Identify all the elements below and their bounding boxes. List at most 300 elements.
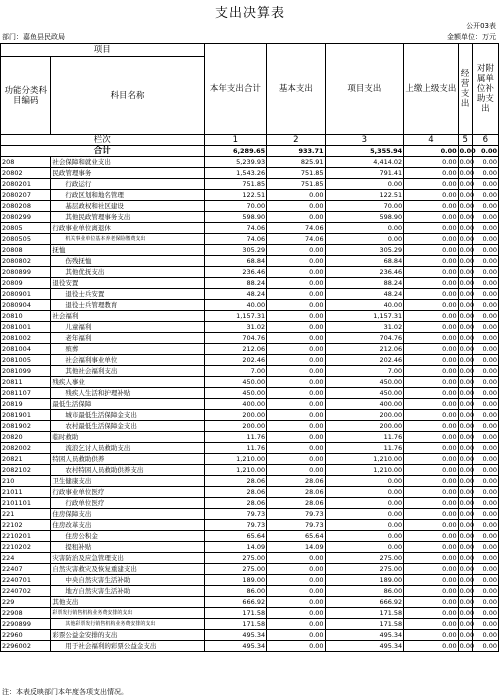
value-cell: 0.00 — [472, 278, 498, 289]
value-cell: 0.00 — [472, 520, 498, 531]
value-cell: 200.00 — [325, 410, 404, 421]
code-cell: 2080899 — [1, 267, 51, 278]
name-cell: 老年福利 — [51, 333, 204, 344]
value-cell: 0.00 — [472, 454, 498, 465]
value-cell: 0.00 — [459, 532, 475, 540]
value-cell: 0.00 — [404, 432, 458, 443]
value-cell: 400.00 — [325, 399, 404, 410]
value-cell: 0.00 — [459, 620, 475, 628]
value-cell: 202.46 — [204, 355, 267, 366]
value-cell: 0.00 — [459, 301, 475, 309]
value-cell: 0.00 — [404, 157, 458, 168]
value-cell: 0.00 — [459, 279, 475, 287]
table-row — [1, 190, 499, 201]
value-cell: 0.00 — [472, 388, 498, 399]
table-row — [1, 608, 499, 619]
value-cell: 0.00 — [267, 564, 325, 575]
value-cell: 0.00 — [267, 322, 325, 333]
code-cell: 2080904 — [1, 300, 51, 311]
code-cell: 22407 — [1, 564, 51, 575]
value-cell: 0.00 — [404, 333, 458, 344]
subsidy-header: 对附属单位补助支出 — [472, 44, 498, 135]
name-cell: 彩票公益金安排的支出 — [51, 630, 204, 641]
value-cell: 0.00 — [325, 234, 404, 245]
value-cell: 0.00 — [472, 245, 498, 256]
value-cell: 0.00 — [267, 443, 325, 454]
name-cell: 民政管理事务 — [51, 168, 204, 179]
name-cell: 行政区划和地名管理 — [51, 190, 204, 201]
value-cell: 0.00 — [472, 366, 498, 377]
value-cell: 79.73 — [204, 520, 267, 531]
table-row — [1, 630, 499, 641]
name-cell: 其他优抚支出 — [51, 267, 204, 278]
code-cell: 22960 — [1, 630, 51, 641]
name-cell: 行政事业单位离退休 — [51, 223, 204, 234]
value-cell: 0.00 — [472, 399, 498, 410]
value-cell: 0.00 — [325, 223, 404, 234]
value-cell: 0.00 — [459, 455, 475, 463]
value-cell: 450.00 — [204, 377, 267, 388]
table-row — [1, 421, 499, 432]
value-cell: 305.29 — [204, 245, 267, 256]
name-cell: 提租补贴 — [51, 542, 204, 553]
value-cell: 31.02 — [325, 322, 404, 333]
value-cell: 0.00 — [472, 575, 498, 586]
code-cell: 2080505 — [1, 234, 51, 245]
name-cell: 残疾人生活和护理补贴 — [51, 388, 204, 399]
name-cell: 其他民政管理事务支出 — [51, 212, 204, 223]
value-cell: 0.00 — [472, 201, 498, 212]
value-cell: 0.00 — [459, 323, 475, 331]
value-cell: 48.24 — [325, 289, 404, 300]
name-cell: 彩票发行销售机构业务费安排的支出 — [51, 608, 204, 619]
table-row — [1, 410, 499, 421]
name-cell: 农村最低生活保障金支出 — [51, 421, 204, 432]
value-cell: 48.24 — [204, 289, 267, 300]
table-row — [1, 575, 499, 586]
code-cell: 2210202 — [1, 542, 51, 553]
upper-header: 上缴上级支出 — [404, 44, 458, 135]
table-row — [1, 454, 499, 465]
value-cell: 171.58 — [204, 608, 267, 619]
code-cell: 2081002 — [1, 333, 51, 344]
form-code: 公开03表 — [466, 22, 496, 30]
col-label: 栏次 — [1, 135, 205, 146]
value-cell: 7.00 — [204, 366, 267, 377]
value-cell: 0.00 — [404, 443, 458, 454]
value-cell: 0.00 — [459, 400, 475, 408]
value-cell: 0.00 — [472, 168, 498, 179]
value-cell: 305.29 — [325, 245, 404, 256]
value-cell: 495.34 — [325, 630, 404, 641]
value-cell: 0.00 — [325, 542, 404, 553]
value-cell: 0.00 — [459, 631, 475, 639]
value-cell: 0.00 — [472, 322, 498, 333]
name-cell: 流浪乞讨人员救助支出 — [51, 443, 204, 454]
value-cell: 0.00 — [404, 509, 458, 520]
value-cell: 0.00 — [459, 180, 475, 188]
value-cell: 0.00 — [325, 498, 404, 509]
name-cell: 殡葬 — [51, 344, 204, 355]
table-row — [1, 465, 499, 476]
value-cell: 28.06 — [204, 476, 267, 487]
value-cell: 0.00 — [267, 344, 325, 355]
name-cell: 其他社会福利支出 — [51, 366, 204, 377]
value-cell: 65.64 — [267, 531, 325, 542]
table-row — [1, 278, 499, 289]
value-cell: 0.00 — [459, 312, 475, 320]
value-cell: 0.00 — [267, 575, 325, 586]
code-cell: 2101101 — [1, 498, 51, 509]
value-cell: 0.00 — [459, 367, 475, 375]
value-cell: 0.00 — [325, 476, 404, 487]
code-cell: 229 — [1, 597, 51, 608]
value-cell: 704.76 — [325, 333, 404, 344]
total-value: 5,355.94 — [325, 146, 404, 157]
name-cell: 基层政权和社区建设 — [51, 201, 204, 212]
col-num: 6 — [472, 135, 498, 146]
table-row — [1, 553, 499, 564]
value-cell: 200.00 — [204, 421, 267, 432]
value-cell: 0.00 — [404, 223, 458, 234]
value-cell: 0.00 — [404, 421, 458, 432]
table-row — [1, 322, 499, 333]
value-cell: 212.06 — [325, 344, 404, 355]
value-cell: 0.00 — [404, 641, 458, 652]
value-cell: 0.00 — [404, 267, 458, 278]
value-cell: 74.06 — [267, 234, 325, 245]
name-cell: 自然灾害救灾及恢复重建支出 — [51, 564, 204, 575]
value-cell: 0.00 — [472, 553, 498, 564]
table-row — [1, 168, 499, 179]
value-cell: 0.00 — [267, 267, 325, 278]
name-cell: 城市最低生活保障金支出 — [51, 410, 204, 421]
value-cell: 0.00 — [459, 576, 475, 584]
value-cell: 0.00 — [267, 465, 325, 476]
total-label: 合计 — [1, 146, 205, 157]
value-cell: 122.51 — [204, 190, 267, 201]
value-cell: 495.34 — [325, 641, 404, 652]
code-cell: 210 — [1, 476, 51, 487]
value-cell: 0.00 — [325, 520, 404, 531]
expenditure-table — [0, 43, 499, 652]
value-cell: 31.02 — [204, 322, 267, 333]
value-cell: 751.85 — [267, 179, 325, 190]
value-cell: 704.76 — [204, 333, 267, 344]
table-row — [1, 399, 499, 410]
value-cell: 0.00 — [404, 168, 458, 179]
value-cell: 0.00 — [459, 565, 475, 573]
value-cell: 0.00 — [459, 345, 475, 353]
value-cell: 0.00 — [267, 399, 325, 410]
total-value: 0.00 — [404, 146, 458, 157]
page-title: 支出决算表 — [214, 6, 285, 21]
value-cell: 0.00 — [404, 201, 458, 212]
name-cell: 卫生健康支出 — [51, 476, 204, 487]
value-cell: 0.00 — [459, 356, 475, 364]
value-cell: 0.00 — [404, 278, 458, 289]
value-cell: 0.00 — [472, 267, 498, 278]
project-header: 项目 — [1, 44, 205, 57]
value-cell: 0.00 — [404, 399, 458, 410]
value-cell: 0.00 — [472, 223, 498, 234]
value-cell: 0.00 — [459, 642, 475, 650]
value-cell: 0.00 — [404, 487, 458, 498]
code-cell: 221 — [1, 509, 51, 520]
value-cell: 0.00 — [267, 333, 325, 344]
value-cell: 0.00 — [404, 498, 458, 509]
value-cell: 1,157.31 — [204, 311, 267, 322]
value-cell: 0.00 — [459, 510, 475, 518]
unit-label: 金额单位：万元 — [447, 33, 496, 41]
code-cell: 2081001 — [1, 322, 51, 333]
value-cell: 0.00 — [267, 201, 325, 212]
value-cell: 0.00 — [472, 630, 498, 641]
value-cell: 0.00 — [472, 256, 498, 267]
value-cell: 189.00 — [325, 575, 404, 586]
value-cell: 0.00 — [459, 334, 475, 342]
value-cell: 0.00 — [459, 224, 475, 232]
value-cell: 212.06 — [204, 344, 267, 355]
name-cell: 特困人员救助供养 — [51, 454, 204, 465]
value-cell: 0.00 — [472, 641, 498, 652]
value-cell: 0.00 — [404, 531, 458, 542]
table-row — [1, 311, 499, 322]
value-cell: 0.00 — [472, 564, 498, 575]
value-cell: 0.00 — [404, 608, 458, 619]
value-cell: 0.00 — [404, 190, 458, 201]
value-cell: 0.00 — [325, 509, 404, 520]
table-row — [1, 333, 499, 344]
value-cell: 0.00 — [267, 410, 325, 421]
name-cell: 退役士兵管理教育 — [51, 300, 204, 311]
table-row — [1, 256, 499, 267]
value-cell: 450.00 — [204, 388, 267, 399]
value-cell: 236.46 — [325, 267, 404, 278]
table-row — [1, 355, 499, 366]
table-row — [1, 586, 499, 597]
value-cell: 68.84 — [204, 256, 267, 267]
col-num: 2 — [267, 135, 325, 146]
name-cell: 地方自然灾害生活补助 — [51, 586, 204, 597]
value-cell: 0.00 — [472, 355, 498, 366]
code-cell: 2080299 — [1, 212, 51, 223]
value-cell: 0.00 — [267, 190, 325, 201]
table-row — [1, 509, 499, 520]
value-cell: 0.00 — [459, 389, 475, 397]
value-cell: 11.76 — [325, 443, 404, 454]
code-cell: 2081099 — [1, 366, 51, 377]
code-cell: 20809 — [1, 278, 51, 289]
value-cell: 0.00 — [325, 179, 404, 190]
name-cell: 灾害防治及应急管理支出 — [51, 553, 204, 564]
table-row — [1, 443, 499, 454]
value-cell: 0.00 — [404, 630, 458, 641]
value-cell: 200.00 — [325, 421, 404, 432]
code-cell: 208 — [1, 157, 51, 168]
value-cell: 0.00 — [404, 388, 458, 399]
value-cell: 68.84 — [325, 256, 404, 267]
value-cell: 0.00 — [267, 355, 325, 366]
value-cell: 0.00 — [459, 422, 475, 430]
value-cell: 0.00 — [267, 311, 325, 322]
value-cell: 0.00 — [267, 377, 325, 388]
value-cell: 0.00 — [404, 344, 458, 355]
name-header: 科目名称 — [51, 57, 204, 135]
name-cell: 社会保障和就业支出 — [51, 157, 204, 168]
code-cell: 20808 — [1, 245, 51, 256]
table-row — [1, 476, 499, 487]
value-cell: 0.00 — [459, 191, 475, 199]
code-cell: 2240702 — [1, 586, 51, 597]
table-row — [1, 597, 499, 608]
value-cell: 74.06 — [204, 234, 267, 245]
table-row — [1, 234, 499, 245]
name-cell: 行政单位医疗 — [51, 498, 204, 509]
value-cell: 0.00 — [472, 421, 498, 432]
table-row — [1, 619, 499, 630]
value-cell: 0.00 — [459, 543, 475, 551]
value-cell: 79.73 — [267, 520, 325, 531]
value-cell: 0.00 — [267, 212, 325, 223]
value-cell: 0.00 — [472, 619, 498, 630]
name-cell: 机关事业单位基本养老保险缴费支出 — [51, 234, 204, 245]
value-cell: 1,210.00 — [325, 465, 404, 476]
value-cell: 0.00 — [404, 564, 458, 575]
table-row — [1, 157, 499, 168]
code-cell: 20802 — [1, 168, 51, 179]
value-cell: 0.00 — [404, 300, 458, 311]
value-cell: 79.73 — [204, 509, 267, 520]
value-cell: 495.34 — [204, 630, 267, 641]
table-row — [1, 223, 499, 234]
table-row — [1, 289, 499, 300]
col-num: 4 — [404, 135, 458, 146]
value-cell: 0.00 — [459, 257, 475, 265]
name-cell: 其他支出 — [51, 597, 204, 608]
name-cell: 行政事业单位医疗 — [51, 487, 204, 498]
value-cell: 791.41 — [325, 168, 404, 179]
name-cell: 其他彩票发行销售机构业务费安排的支出 — [51, 619, 204, 630]
value-cell: 122.51 — [325, 190, 404, 201]
code-cell: 2081902 — [1, 421, 51, 432]
value-cell: 0.00 — [404, 289, 458, 300]
value-cell: 88.24 — [325, 278, 404, 289]
table-row — [1, 641, 499, 652]
name-cell: 用于社会福利的彩票公益金支出 — [51, 641, 204, 652]
name-cell: 社会福利 — [51, 311, 204, 322]
value-cell: 0.00 — [404, 322, 458, 333]
value-cell: 0.00 — [472, 289, 498, 300]
value-cell: 7.00 — [325, 366, 404, 377]
code-cell: 2081901 — [1, 410, 51, 421]
value-cell: 5,239.93 — [204, 157, 267, 168]
code-cell: 2080207 — [1, 190, 51, 201]
code-cell: 20810 — [1, 311, 51, 322]
code-cell: 2080201 — [1, 179, 51, 190]
value-cell: 0.00 — [472, 608, 498, 619]
name-cell: 行政运行 — [51, 179, 204, 190]
value-cell: 275.00 — [325, 564, 404, 575]
name-cell: 儿童福利 — [51, 322, 204, 333]
value-cell: 751.85 — [267, 168, 325, 179]
value-cell: 1,210.00 — [204, 454, 267, 465]
value-cell: 79.73 — [267, 509, 325, 520]
value-cell: 0.00 — [404, 355, 458, 366]
code-cell: 2081004 — [1, 344, 51, 355]
value-cell: 0.00 — [459, 609, 475, 617]
value-cell: 0.00 — [459, 477, 475, 485]
value-cell: 1,543.26 — [204, 168, 267, 179]
code-cell: 20805 — [1, 223, 51, 234]
value-cell: 0.00 — [404, 256, 458, 267]
value-cell: 0.00 — [472, 212, 498, 223]
value-cell: 275.00 — [325, 553, 404, 564]
code-cell: 2082102 — [1, 465, 51, 476]
value-cell: 0.00 — [404, 179, 458, 190]
value-cell: 0.00 — [267, 641, 325, 652]
value-cell: 1,210.00 — [204, 465, 267, 476]
value-cell: 0.00 — [404, 553, 458, 564]
value-cell: 598.90 — [325, 212, 404, 223]
value-cell: 0.00 — [267, 245, 325, 256]
value-cell: 0.00 — [459, 169, 475, 177]
value-cell: 0.00 — [472, 311, 498, 322]
table-row — [1, 267, 499, 278]
value-cell: 0.00 — [472, 586, 498, 597]
value-cell: 4,414.02 — [325, 157, 404, 168]
name-cell: 住房公积金 — [51, 531, 204, 542]
value-cell: 0.00 — [472, 190, 498, 201]
code-cell: 2080802 — [1, 256, 51, 267]
table-row — [1, 212, 499, 223]
value-cell: 0.00 — [267, 619, 325, 630]
value-cell: 0.00 — [459, 499, 475, 507]
code-cell: 21011 — [1, 487, 51, 498]
value-cell: 14.09 — [267, 542, 325, 553]
value-cell: 0.00 — [267, 388, 325, 399]
table-row — [1, 245, 499, 256]
value-cell: 0.00 — [472, 487, 498, 498]
value-cell: 74.06 — [267, 223, 325, 234]
code-header: 功能分类科目编码 — [1, 57, 51, 135]
table-row — [1, 498, 499, 509]
value-cell: 0.00 — [472, 432, 498, 443]
value-cell: 11.76 — [325, 432, 404, 443]
table-row — [1, 300, 499, 311]
value-cell: 0.00 — [459, 466, 475, 474]
value-cell: 0.00 — [267, 553, 325, 564]
total-value: 0.00 — [472, 146, 498, 157]
value-cell: 0.00 — [459, 488, 475, 496]
value-cell: 0.00 — [472, 531, 498, 542]
value-cell: 0.00 — [472, 410, 498, 421]
value-cell: 400.00 — [204, 399, 267, 410]
value-cell: 0.00 — [459, 433, 475, 441]
code-cell: 2080208 — [1, 201, 51, 212]
table-row — [1, 377, 499, 388]
value-cell: 0.00 — [472, 498, 498, 509]
value-cell: 0.00 — [472, 476, 498, 487]
value-cell: 751.85 — [204, 179, 267, 190]
value-cell: 0.00 — [459, 268, 475, 276]
value-cell: 0.00 — [267, 586, 325, 597]
value-cell: 0.00 — [404, 234, 458, 245]
value-cell: 450.00 — [325, 377, 404, 388]
name-cell: 农村特困人员救助供养支出 — [51, 465, 204, 476]
value-cell: 0.00 — [404, 465, 458, 476]
value-cell: 666.92 — [325, 597, 404, 608]
